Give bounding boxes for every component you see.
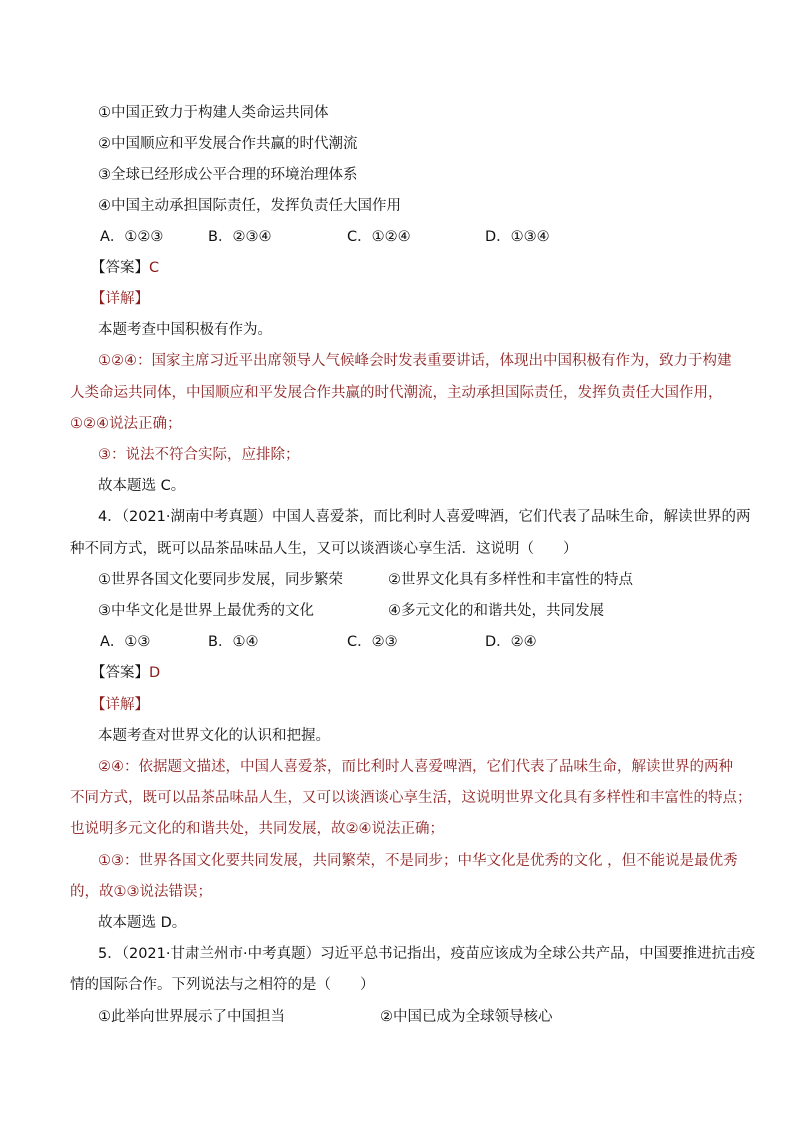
q3-analysis-1: ①②④：国家主席习近平出席领导人气候峰会时发表重要讲话，体现出中国积极有作为，致力于构建 (98, 353, 732, 369)
q4-option-4: ④多元文化的和谐共处，共同发展 (388, 603, 604, 619)
q4-analysis-4: ①③：世界各国文化要共同发展，共同繁荣，不是同步；中华文化是优秀的文化 ，但不能说是最优秀 (98, 853, 738, 869)
q4-option-2: ②世界文化具有多样性和丰富性的特点 (388, 572, 633, 588)
answer-label: 【答案】 (91, 260, 149, 276)
q4-choice-c: C．②③ (347, 634, 398, 650)
q4-conclusion: 故本题选 D。 (98, 915, 187, 931)
q3-analysis-3: ①②④说法正确； (70, 416, 182, 432)
q4-choice-b: B．①④ (208, 634, 259, 650)
q5-option-2: ②中国已成为全球领导核心 (380, 1009, 553, 1025)
q4-choice-a: A．①③ (100, 634, 151, 650)
q5-stem-1: 5．（2021·甘肃兰州市·中考真题）习近平总书记指出，疫苗应该成为全球公共产品，中国要推进抗击疫 (98, 946, 756, 962)
q4-stem-1: 4．（2021·湖南中考真题）中国人喜爱茶，而比利时人喜爱啤酒，它们代表了品味生命，解读世界的两 (98, 509, 751, 525)
q3-option-1: ①中国正致力于构建人类命运共同体 (98, 105, 329, 121)
q4-option-3: ③中华文化是世界上最优秀的文化 (98, 603, 314, 619)
q4-intro: 本题考查对世界文化的认识和把握。 (98, 728, 330, 744)
q3-intro: 本题考查中国积极有作为。 (98, 322, 272, 338)
q3-option-3: ③全球已经形成公平合理的环境治理体系 (98, 167, 358, 183)
q3-choice-a: A．①②③ (100, 229, 164, 245)
q4-choice-d: D．②④ (485, 634, 537, 650)
q3-detail-label: 【详解】 (91, 291, 149, 307)
q3-option-4: ④中国主动承担国际责任，发挥负责任大国作用 (98, 198, 401, 214)
q4-analysis-5: 的，故①③说法错误； (70, 884, 212, 900)
answer-value: C (149, 260, 160, 276)
q3-analysis-4: ③：说法不符合实际，应排除； (98, 447, 300, 463)
q3-choice-c: C．①②④ (347, 229, 411, 245)
q3-answer (91, 258, 159, 278)
q4-option-1: ①世界各国文化要同步发展，同步繁荣 (98, 572, 343, 588)
q4-detail-label: 【详解】 (91, 697, 149, 713)
q4-analysis-1: ②④：依据题文描述，中国人喜爱茶，而比利时人喜爱啤酒，它们代表了品味生命，解读世界的两种 (98, 759, 733, 775)
q3-choice-b: B．②③④ (208, 229, 272, 245)
q3-option-2: ②中国顺应和平发展合作共赢的时代潮流 (98, 136, 358, 152)
q5-stem-2: 情的国际合作。下列说法与之相符的是（ ） (70, 977, 375, 993)
answer-value: D (149, 665, 161, 681)
answer-label: 【答案】 (91, 665, 149, 681)
q3-choice-d: D．①③④ (485, 229, 550, 245)
q5-option-1: ①此举向世界展示了中国担当 (98, 1009, 285, 1025)
q3-analysis-2: 人类命运共同体，中国顺应和平发展合作共赢的时代潮流，主动承担国际责任，发挥负责任大国作用， (70, 385, 723, 401)
q4-analysis-2: 不同方式，既可以品茶品味品人生，又可以谈酒谈心享生活，这说明世界文化具有多样性和丰富性的特点； (70, 790, 752, 806)
q3-conclusion: 故本题选 C。 (98, 478, 186, 494)
q4-stem-2: 种不同方式，既可以品茶品味品人生，又可以谈酒谈心享生活．这说明（ ） (70, 541, 578, 557)
q4-analysis-3: 也说明多元文化的和谐共处，共同发展，故②④说法正确； (70, 821, 444, 837)
q4-answer (91, 663, 160, 683)
